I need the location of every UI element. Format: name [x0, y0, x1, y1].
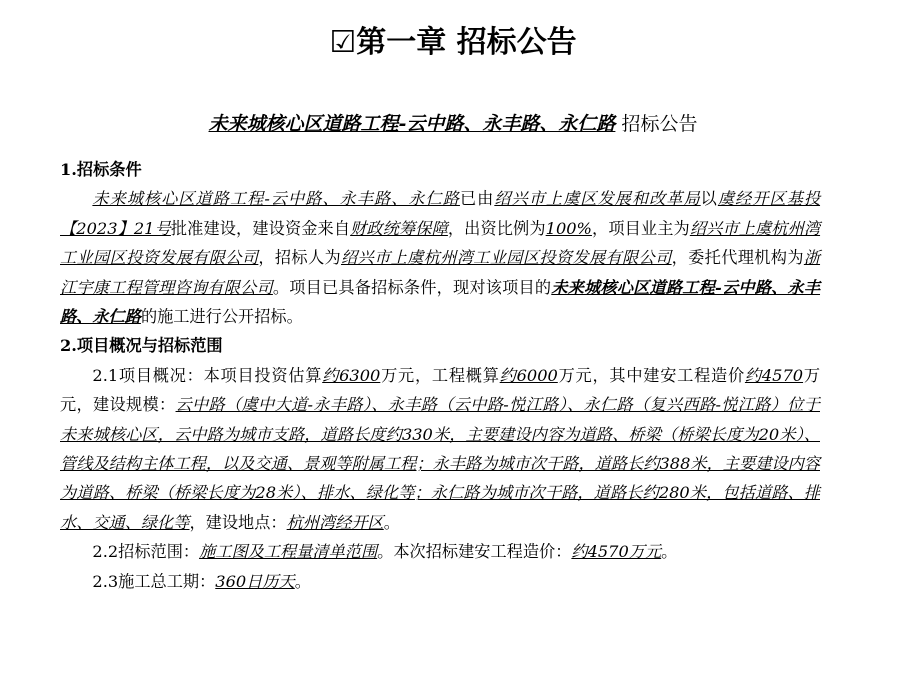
section-2-1-paragraph: [60, 361, 820, 537]
text-fragment: 批准建设，建设资金来自: [170, 218, 351, 238]
text-fragment: 已由: [459, 189, 495, 209]
text-fragment: 。: [294, 571, 311, 591]
text-fragment: ，委托代理机构为: [671, 248, 804, 268]
approval-number: 虞经开区基投【2023】21号: [60, 189, 821, 238]
project-name: 未来城核心区道路工程-云中路、永丰路、永仁路: [92, 189, 460, 209]
announcement-subtitle: [0, 110, 906, 138]
section-2-heading: 2.项目概况与招标范围: [60, 336, 223, 356]
tender-scope: 施工图及工程量清单范围: [199, 542, 378, 562]
fund-ratio: 100%: [545, 218, 592, 238]
text-fragment: 万元，建设规模：: [60, 365, 821, 415]
budget-estimate: 约6000: [499, 365, 558, 385]
text-fragment: ，出资比例为: [447, 218, 546, 238]
construction-scale: 云中路（虞中大道-永丰路）、永丰路（云中路-悦江路）、永仁路（复兴西路-悦江路）位于未来城核心区，云中路为城市支路，道路长度约330米，主要建设内容为道路、桥梁（桥梁长度为20米）、管线及结构主体工程，以及交通、景观等附属工程；永丰路为城市次干路，道路长约388米，主要建设内容为道路、桥梁（桥梁长度为28米）、排水、绿化等；永仁路为城市次干路，道路长约280米，包括道路、排水、交通、绿化等: [60, 395, 820, 532]
text-fragment: 2.2招标范围：: [92, 542, 200, 562]
text-fragment: ，建设地点：: [189, 512, 287, 532]
text-fragment: 。: [661, 542, 678, 562]
text-fragment: 2.1项目概况：本项目投资估算: [92, 365, 323, 385]
text-fragment: 2.3施工总工期：: [92, 571, 216, 591]
project-name-bold: 未来城核心区道路工程-云中路、永丰路、永仁路: [60, 277, 821, 327]
section-1-paragraph: [60, 184, 820, 331]
construction-duration: 360日历天: [215, 571, 295, 591]
text-fragment: 。: [383, 512, 400, 532]
text-fragment: ，招标人为: [258, 248, 342, 268]
subtitle-suffix: 招标公告: [621, 113, 698, 135]
project-owner: 绍兴市上虞杭州湾工业园区投资发展有限公司: [60, 218, 821, 268]
tender-cost: 约4570万元: [571, 542, 662, 562]
approver: 绍兴市上虞区发展和改革局: [494, 189, 701, 209]
tenderer: 绍兴市上虞杭州湾工业园区投资发展有限公司: [341, 248, 672, 268]
section-1-heading: 1.招标条件: [60, 160, 142, 179]
construction-location: 杭州湾经开区: [286, 512, 384, 532]
construction-cost: 约4570: [744, 365, 804, 385]
text-fragment: 。本次招标建安工程造价：: [377, 542, 572, 562]
section-2-2-paragraph: [60, 537, 820, 566]
section-2-3-paragraph: [60, 567, 820, 596]
text-fragment: 的施工进行公开招标。: [140, 307, 303, 327]
text-fragment: 万元，工程概算: [380, 365, 500, 385]
fund-source: 财政统筹保障: [350, 218, 448, 238]
text-fragment: 以: [700, 189, 718, 209]
document-body: [60, 155, 820, 596]
agency: 浙江宇康工程管理咨询有限公司: [60, 248, 821, 297]
text-fragment: 万元，其中建安工程造价: [557, 365, 745, 385]
text-fragment: ，项目业主为: [591, 218, 690, 238]
text-fragment: 。项目已具备招标条件，现对该项目的: [272, 277, 552, 297]
investment-estimate: 约6300: [322, 365, 381, 385]
subtitle-project-name: 未来城核心区道路工程-云中路、永丰路、永仁路: [208, 113, 616, 135]
chapter-title: ☑第一章 招标公告: [329, 25, 577, 60]
